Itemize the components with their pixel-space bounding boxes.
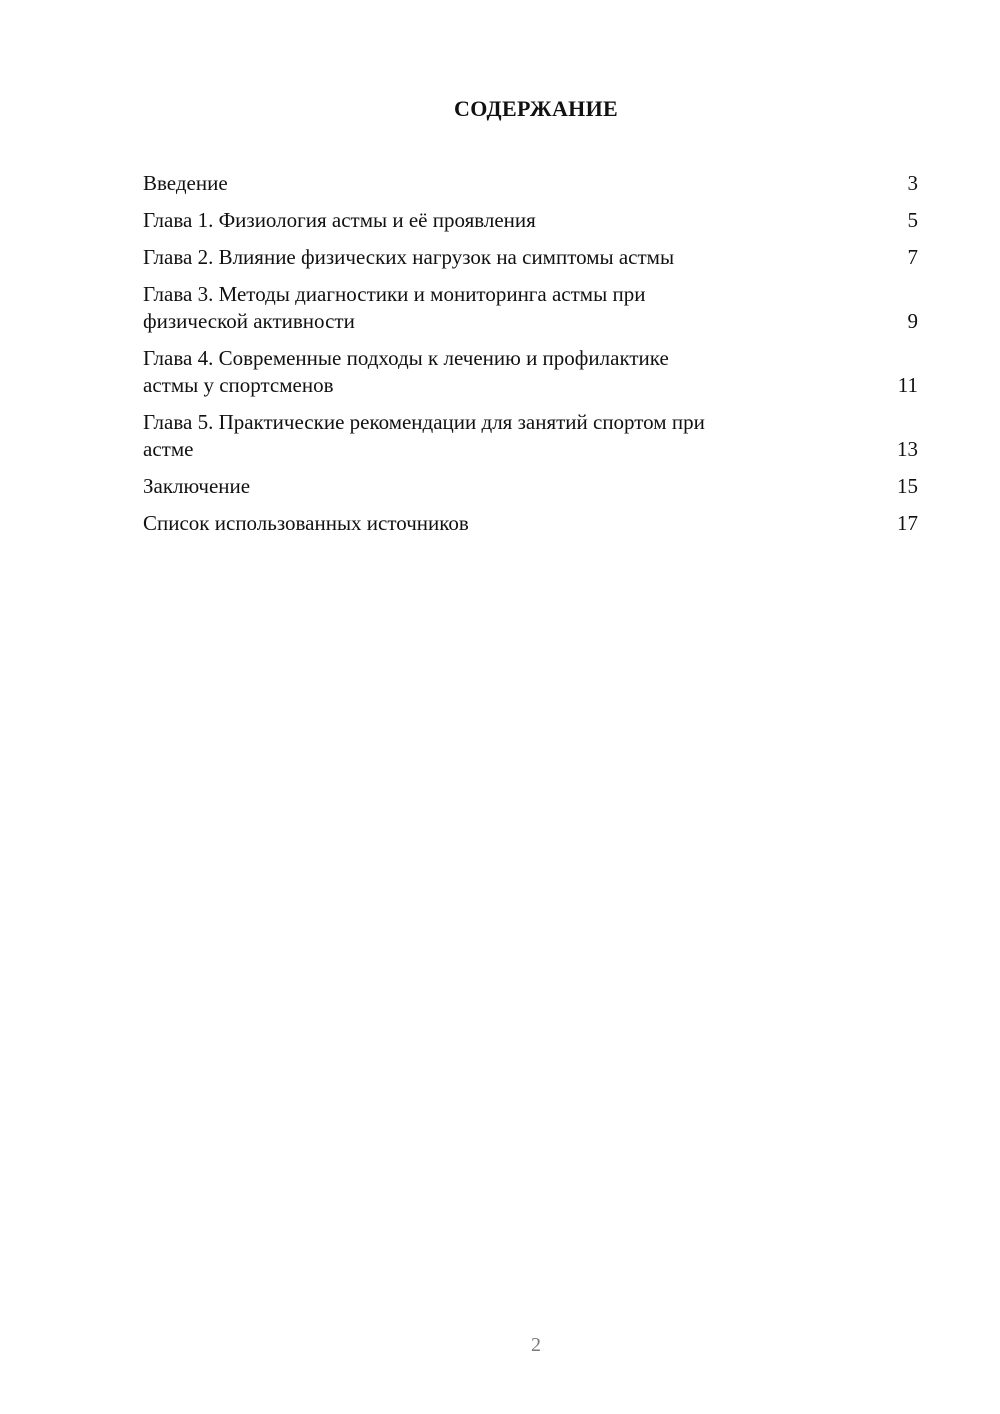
toc-item-page: 11 <box>897 373 918 397</box>
toc-item-label: Введение <box>143 171 228 195</box>
toc-item-chapter-1 <box>143 207 918 234</box>
toc-item-introduction <box>143 170 918 197</box>
toc-item-page: 9 <box>907 309 918 333</box>
toc-item-page: 3 <box>907 171 918 195</box>
toc-item-page: 15 <box>897 474 918 498</box>
toc-item-page: 5 <box>907 208 918 232</box>
toc-item-page: 17 <box>897 511 918 535</box>
toc-item-label: Глава 2. Влияние физических нагрузок на симптомы астмы <box>143 245 675 269</box>
toc-title: СОДЕРЖАНИЕ <box>454 96 618 121</box>
toc-item-references <box>143 510 918 537</box>
toc-item-chapter-5 <box>143 409 918 463</box>
page-number: 2 <box>531 1334 541 1356</box>
toc-item-page: 13 <box>897 437 918 461</box>
toc-item-chapter-2 <box>143 244 918 271</box>
toc-item-label: Заключение <box>143 474 251 498</box>
toc-item-page: 7 <box>907 245 918 269</box>
toc-item-chapter-4 <box>143 345 918 399</box>
toc-item-label: Список использованных источников <box>143 511 469 535</box>
toc-list <box>143 170 918 547</box>
toc-item-label: Глава 4. Современные подходы к лечению и профилактике астмы у спортсменов <box>143 346 669 397</box>
toc-item-label: Глава 1. Физиология астмы и её проявления <box>143 208 536 232</box>
toc-item-label: Глава 5. Практические рекомендации для занятий спортом при астме <box>143 410 705 461</box>
toc-item-conclusion <box>143 473 918 500</box>
toc-item-chapter-3 <box>143 281 918 335</box>
toc-item-label: Глава 3. Методы диагностики и мониторинга астмы при физической активности <box>143 282 646 333</box>
